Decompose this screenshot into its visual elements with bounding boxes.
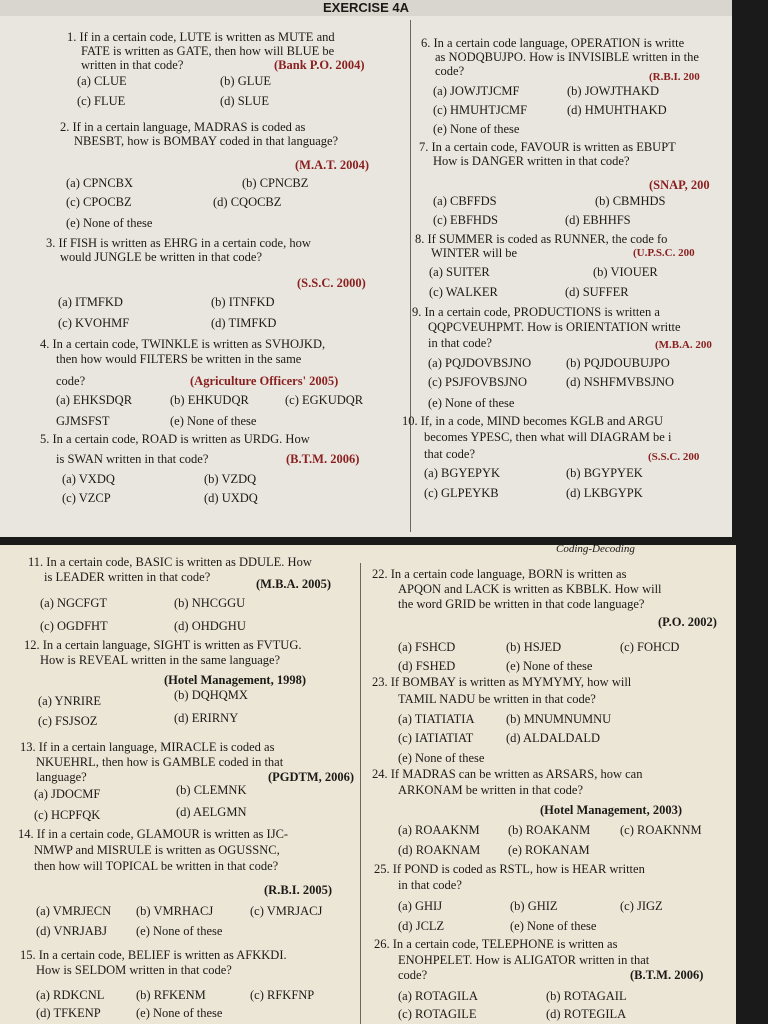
option-a: (a) PQJDOVBSJNO <box>428 356 532 370</box>
option-d: (d) AELGMN <box>176 805 247 819</box>
option-b: (b) RFKENM <box>136 988 206 1002</box>
option-b: (b) JOWJTHAKD <box>567 84 659 98</box>
option-a: (a) EHKSDQR <box>56 393 133 407</box>
option-b: (b) MNUMNUMNU <box>506 712 612 726</box>
option-d: (d) SUFFER <box>565 285 629 299</box>
source-tag: (S.S.C. 2000) <box>297 276 366 290</box>
option-b: (b) CBMHDS <box>595 194 666 208</box>
source-tag: (Hotel Management, 2003) <box>540 803 682 817</box>
option-a: (a) ROTAGILA <box>398 989 478 1003</box>
option-e: (e) None of these <box>136 1006 223 1020</box>
option-c: (c) RFKFNP <box>250 988 315 1002</box>
option-d: (d) ERIRNY <box>174 711 239 725</box>
option-e: (e) None of these <box>433 122 520 136</box>
option-d: (d) SLUE <box>220 94 269 108</box>
source-tag: (Bank P.O. 2004) <box>274 58 365 72</box>
option-b: (b) VZDQ <box>204 472 257 486</box>
source-tag: (PGDTM, 2006) <box>268 770 355 784</box>
option-e: (e) None of these <box>506 659 593 673</box>
option-c: (c) PSJFOVBSJNO <box>428 375 527 389</box>
option-d: (d) UXDQ <box>204 491 258 505</box>
exercise-title: EXERCISE 4A <box>323 0 409 15</box>
source-tag: (P.O. 2002) <box>658 615 717 629</box>
option-d: GJMSFST <box>56 414 110 428</box>
option-c: (c) HMUHTJCMF <box>433 103 528 117</box>
option-c: (c) KVOHMF <box>58 316 130 330</box>
page-top: EXERCISE 4A 1. If in a certain code, LUTE is written as MUTE and FATE is written as GATE, then how will BLUE be written in that code? (Bank P.O. 2004) (a) CLUE (b) GLUE (c) FLUE (d) SLUE 2. If in a certain language, MADRAS is coded as NBESBT, how is BOMBAY coded in that language? (M.A.T. 2004) (a) CPNCBX (b) CPNCBZ (c) CPOCBZ (d) CQOCBZ (e) None of these 3. If FISH is written as EHRG in a certain code, how would JUNGLE be written in that code? (S.S.C. 2000) (a) ITMFKD (b) ITNFKD (c) KVOHMF (d) TIMFKD 4. In a certain code, TWINKLE is written as SVHOJKD, then how would FILTERS be written in the same code? (Agriculture Officers' 2005) (a) EHKSDQR (b) EHKUDQR (c) EGKUDQR GJMSFST (e) None of these 5. In a certain code, ROAD is written as URDG. How is SWAN written in that code? (B.T.M. 2006) (a) VXDQ (b) VZDQ (c) VZCP (d) UXDQ 6. In a certain code language, OPERATION is writte as NODQBUJPO. How is INVISIBLE written in the code? (R.B.I. 200 (a) JOWJTJCMF (b) JOWJTHAKD (c) HMUHTJCMF (d) HMUHTHAKD (e) None of these 7. In a certain code, FAVOUR is written as EBUPT How is DANGER written in that code? (SNAP, 200 (a) CBFFDS (b) CBMHDS (c) EBFHDS (d) EBHHFS 8. If SUMMER is coded as RUNNER, the code fo WINTER will be (U.P.S.C. 200 (a) SUITER (b) VIOUER (c) WALKER (d) SUFFER 9. In a certain code, PRODUCTIONS is written a QQPCVEUHPMT. How is ORIENTATION writte in that code? (M.B.A. 200 (a) PQJDOVBSJNO (b) PQJDOUBUJPO (c) PSJFOVBSJNO (d) NSHFMVBSJNO (e) None of these 10. If, in a code, MIND becomes KGLB and ARGU becomes YPESC, then what will DIAGRAM be i that code? (S.S.C. 200 (a) BGYEPYK (b) BGYPYEK (c) GLPEYKB (d) LKBGYPK <box>0 0 732 537</box>
option-c: (c) WALKER <box>429 285 498 299</box>
option-d: (d) ROTEGILA <box>546 1007 627 1021</box>
source-tag: (R.B.I. 2005) <box>264 883 333 897</box>
option-b: (b) HSJED <box>506 640 562 654</box>
option-b: (b) PQJDOUBUJPO <box>566 356 670 370</box>
option-b: (b) NHCGGU <box>174 596 246 610</box>
option-b: (b) VIOUER <box>593 265 658 279</box>
option-a: (a) FSHCD <box>398 640 456 654</box>
source-tag: (B.T.M. 2006) <box>286 452 360 466</box>
option-b: (b) ROTAGAIL <box>546 989 627 1003</box>
option-c: (c) ROTAGILE <box>398 1007 477 1021</box>
option-e: (e) None of these <box>398 751 485 765</box>
option-a: (a) JOWJTJCMF <box>433 84 520 98</box>
option-a: (a) JDOCMF <box>34 787 101 801</box>
option-a: (a) VMRJECN <box>36 904 112 918</box>
option-c: (c) HCPFQK <box>34 808 101 822</box>
option-b: (b) ITNFKD <box>211 295 275 309</box>
option-a: (a) VXDQ <box>62 472 115 486</box>
option-c: (c) EGKUDQR <box>285 393 364 407</box>
option-c: (c) VZCP <box>62 491 111 505</box>
option-b: (b) CLEMNK <box>176 783 247 797</box>
option-d: (d) TIMFKD <box>211 316 277 330</box>
option-b: (b) GHIZ <box>510 899 558 913</box>
running-head: Coding-Decoding <box>556 545 635 555</box>
column-divider <box>410 20 411 532</box>
source-tag: (M.B.A. 2005) <box>256 577 331 591</box>
option-c: (c) IATIATIAT <box>398 731 474 745</box>
option-c: (c) OGDFHT <box>40 619 108 633</box>
option-d: (d) CQOCBZ <box>213 195 282 209</box>
option-b: (b) VMRHACJ <box>136 904 214 918</box>
option-a: (a) RDKCNL <box>36 988 105 1002</box>
option-d: (d) HMUHTHAKD <box>567 103 667 117</box>
option-d: (d) JCLZ <box>398 919 445 933</box>
option-d: (d) NSHFMVBSJNO <box>566 375 675 389</box>
option-d: (d) EBHHFS <box>565 213 631 227</box>
option-c: (c) FOHCD <box>620 640 680 654</box>
option-c: (c) FLUE <box>77 94 126 108</box>
source-tag: (Agriculture Officers' 2005) <box>190 374 339 388</box>
source-tag: (S.S.C. 200 <box>648 451 700 463</box>
source-tag: (R.B.I. 200 <box>649 71 700 83</box>
option-d: (d) ROAKNAM <box>398 843 481 857</box>
option-b: (b) DQHQMX <box>174 688 248 702</box>
option-b: (b) ROAKANM <box>508 823 591 837</box>
option-a: (a) ROAAKNM <box>398 823 480 837</box>
option-b: (b) CPNCBZ <box>242 176 309 190</box>
option-a: (a) ITMFKD <box>58 295 123 309</box>
option-a: (a) NGCFGT <box>40 596 108 610</box>
option-c: (c) VMRJACJ <box>250 904 323 918</box>
option-e: (e) None of these <box>428 396 515 410</box>
source-tag: (B.T.M. 2006) <box>630 968 704 982</box>
option-d: (d) LKBGYPK <box>566 486 643 500</box>
option-d: (d) FSHED <box>398 659 456 673</box>
option-a: (a) SUITER <box>429 265 490 279</box>
option-e: (e) None of these <box>136 924 223 938</box>
option-b: (b) GLUE <box>220 74 272 88</box>
option-a: (a) GHIJ <box>398 899 443 913</box>
option-e: (e) None of these <box>510 919 597 933</box>
option-a: (a) BGYEPYK <box>424 466 501 480</box>
option-e: (e) None of these <box>170 414 257 428</box>
option-d: (d) OHDGHU <box>174 619 246 633</box>
option-c: (c) ROAKNNM <box>620 823 702 837</box>
option-c: (c) CPOCBZ <box>66 195 132 209</box>
option-a: (a) YNRIRE <box>38 694 102 708</box>
option-d: (d) VNRJABJ <box>36 924 107 938</box>
source-tag: (Hotel Management, 1998) <box>164 673 306 687</box>
source-tag: (SNAP, 200 <box>649 178 710 192</box>
option-b: (b) EHKUDQR <box>170 393 249 407</box>
source-tag: (U.P.S.C. 200 <box>633 247 695 259</box>
source-tag: (M.A.T. 2004) <box>295 158 370 172</box>
option-c: (c) EBFHDS <box>433 213 498 227</box>
page-bottom: Coding-Decoding 11. In a certain code, BASIC is written as DDULE. How is LEADER written in that code? (M.B.A. 2005) (a) NGCFGT (b) NHCGGU (c) OGDFHT (d) OHDGHU 12. In a certain language, SIGHT is written as FVTUG. How is REVEAL written in the same language? (Hotel Management, 1998) (a) YNRIRE (b) DQHQMX (c) FSJSOZ (d) ERIRNY 13. If in a certain language, MIRACLE is coded as NKUEHRL, then how is GAMBLE coded in that language? (PGDTM, 2006) (a) JDOCMF (b) CLEMNK (c) HCPFQK (d) AELGMN 14. If in a certain code, GLAMOUR is written as IJC- NMWP and MISRULE is written as OGUSSNC, then how will TOPICAL be written in that code? (R.B.I. 2005) (a) VMRJECN (b) VMRHACJ (c) VMRJACJ (d) VNRJABJ (e) None of these 15. In a certain code, BELIEF is written as AFKKDI. How is SELDOM written in that code? (a) RDKCNL (b) RFKENM (c) RFKFNP (d) TFKENP (e) None of these 22. In a certain code language, BORN is written as APQON and LACK is written as KBBLK. How will the word GRID be written in that code language? (P.O. 2002) (a) FSHCD (b) HSJED (c) FOHCD (d) FSHED (e) None of these 23. If BOMBAY is written as MYMYMY, how will TAMIL NADU be written in that code? (a) TIATIATIA (b) MNUMNUMNU (c) IATIATIAT (d) ALDALDALD (e) None of these 24. If MADRAS can be written as ARSARS, how can ARKONAM be written in that code? (Hotel Management, 2003) (a) ROAAKNM (b) ROAKANM (c) ROAKNNM (d) ROAKNAM (e) ROKANAM 25. If POND is coded as RSTL, how is HEAR written in that code? (a) GHIJ (b) GHIZ (c) JIGZ (d) JCLZ (e) None of these 26. In a certain code, TELEPHONE is written as ENOHPELET. How is ALIGATOR written in that code? (B.T.M. 2006) (a) ROTAGILA (b) ROTAGAIL (c) ROTAGILE (d) ROTEGILA <box>0 545 736 1024</box>
option-a: (a) CBFFDS <box>433 194 497 208</box>
option-d: (d) TFKENP <box>36 1006 101 1020</box>
option-d: (d) ALDALDALD <box>506 731 601 745</box>
option-c: (c) JIGZ <box>620 899 663 913</box>
option-e: (e) None of these <box>66 216 153 230</box>
option-e: (e) ROKANAM <box>508 843 590 857</box>
option-a: (a) CLUE <box>77 74 127 88</box>
option-b: (b) BGYPYEK <box>566 466 643 480</box>
source-tag: (M.B.A. 200 <box>655 339 712 351</box>
option-c: (c) GLPEYKB <box>424 486 499 500</box>
option-a: (a) TIATIATIA <box>398 712 475 726</box>
option-c: (c) FSJSOZ <box>38 714 98 728</box>
option-a: (a) CPNCBX <box>66 176 134 190</box>
column-divider <box>360 563 361 1024</box>
